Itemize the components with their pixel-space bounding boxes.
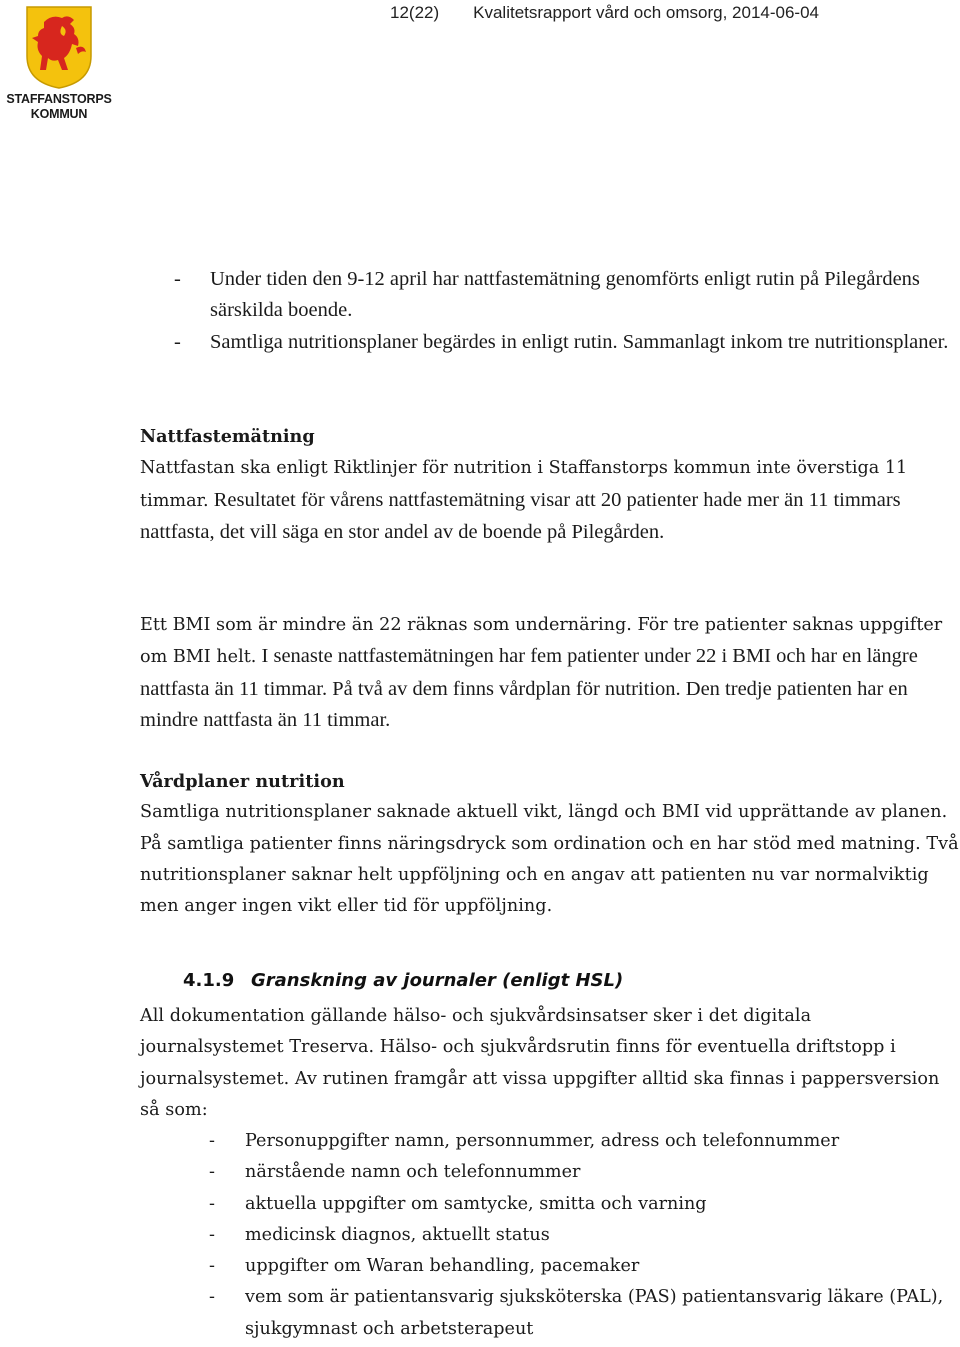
vardplaner-text: Samtliga nutritionsplaner saknade aktuell vikt, längd och BMI vid upprättande av planen. På samtliga patienter finns näringsdryck som ordination och en har stöd med matning. Två nutritionsplaner saknar helt uppföljning och en angav att patienten nu var normalviktig men anger ingen vikt eller tid för uppföljning. [140, 802, 959, 917]
nattfasta-text-1b: Resultatet för vårens nattfastemätning visar att 20 patienter hade mer än 11 timmars nattfasta, det vill säga en stor andel av de boende på Pilegården. [140, 488, 901, 543]
list-item: - uppgifter om Waran behandling, pacemaker [205, 1251, 960, 1282]
journal-paragraph: All dokumentation gällande hälso- och sjukvårdsinsatser sker i det digitala journalsystemet Treserva. Hälso- och sjukvårdsrutin finns för eventuella driftstopp i journalsystemet. Av rutinen framgår att vissa uppgifter alltid ska finnas i pappersversion så som: [140, 1006, 940, 1120]
list-item: - vem som är patientansvarig sjuksköterska (PAS) patientansvarig läkare (PAL), sjukgymnast och arbetsterapeut [205, 1282, 960, 1345]
nattfasta-text-1a: Nattfastan ska enligt Riktlinjer för nutrition i Staffanstorps kommun inte överstiga 11 timmar. [140, 458, 908, 511]
section-title: Granskning av journaler (enligt HSL) [251, 970, 624, 991]
coat-of-arms-icon [24, 4, 94, 90]
list-item: - Samtliga nutritionsplaner begärdes in enligt rutin. Sammanlagt inkom tre nutritionsplaner. [170, 327, 960, 358]
list-item: - medicinsk diagnos, aktuellt status [205, 1220, 960, 1251]
section-heading: Vårdplaner nutrition [140, 771, 345, 792]
logo-line-1: STAFFANSTORPS [6, 92, 112, 106]
report-title: Kvalitetsrapport vård och omsorg, 2014-06-04 [473, 3, 819, 22]
page-number: 12(22) [390, 3, 440, 22]
municipality-logo [0, 4, 118, 124]
list-item: - Under tiden den 9-12 april har nattfastemätning genomförts enligt rutin på Pilegårdens särskilda boende. [170, 264, 960, 327]
paper-records-list [205, 1126, 960, 1345]
bmi-text-a: Ett BMI som är mindre än 22 räknas som undernäring. För tre patienter saknas uppgifter om BMI helt. [140, 615, 943, 668]
list-item: - aktuella uppgifter om samtycke, smitta och varning [205, 1189, 960, 1220]
intro-list [170, 264, 960, 358]
logo-line-2: KOMMUN [30, 107, 88, 121]
list-item: - Personuppgifter namn, personnummer, adress och telefonnummer [205, 1126, 960, 1157]
section-number: 4.1.9 [183, 970, 235, 991]
section-heading: Nattfastemätning [140, 426, 315, 447]
bmi-paragraph [140, 609, 960, 736]
vardplaner-section [140, 766, 960, 922]
list-item: - närstående namn och telefonnummer [205, 1157, 960, 1188]
section-4-1-9-heading [183, 970, 623, 991]
page-header [390, 3, 853, 23]
nattfasta-section [140, 421, 960, 548]
bmi-text-b: I senaste nattfastemätningen har fem patienter under 22 i BMI och har en längre nattfasta än 11 timmar. På två av dem finns vårdplan för nutrition. Den tredje patienten har en mindre nattfasta än 11 timmar. [140, 645, 918, 731]
